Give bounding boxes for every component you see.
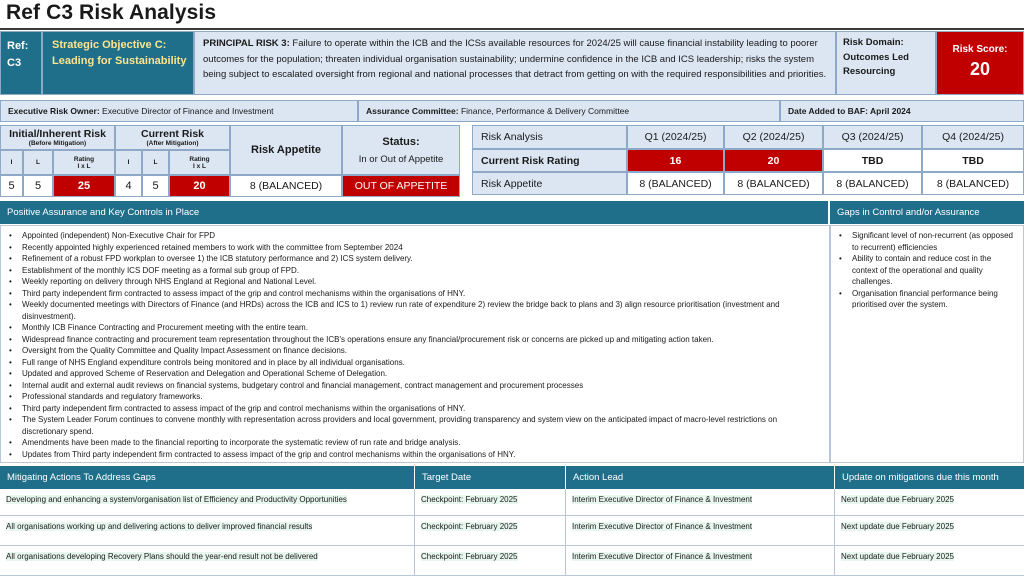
status-value: OUT OF APPETITE [342,175,460,197]
actions-header: Mitigating Actions To Address Gaps [0,466,414,489]
quarter-current-rating: TBD [823,149,922,172]
strategic-objective: Strategic Objective C: Leading for Sustainability [42,31,194,95]
assurance-committee [358,100,780,122]
bullet-item: • Weekly documented meetings with Directors of Finance (and HRDs) across the ICB and ICS to 1) review run rate of expenditure 2) review the bridge back to plans and 3) align resource prioritisation (investment and disinvestment). [9,299,823,322]
inherent-l-header: L [23,150,53,175]
assurance-committee-label: Assurance Committee: [366,106,459,116]
action-target-date-text: Checkpoint: February 2025 [421,495,518,504]
action-lead-header: Action Lead [566,466,834,489]
risk-appetite-value: 8 (BALANCED) [230,175,342,197]
risk-score [936,31,1024,95]
current-rating-value: 20 [169,175,230,197]
inherent-ixl-label: I x L [77,162,91,170]
risk-score-label: Risk Score: [952,44,1008,55]
column-divider [414,489,415,576]
status-label: Status: [382,135,420,148]
gaps-list [839,230,1017,311]
action-update [835,546,1024,576]
action-lead-text: Interim Executive Director of Finance & Investment [572,495,753,504]
page-title: Ref C3 Risk Analysis [6,1,217,24]
analysis-header: Risk Analysis [472,125,627,149]
risk-owner [0,100,358,122]
inherent-rating-header [53,150,115,175]
risk-owner-label: Executive Risk Owner: [8,106,100,116]
bullet-item: • Appointed (independent) Non-Executive Chair for FPD [9,230,823,242]
action-text-text: Developing and enhancing a system/organisation list of Efficiency and Productivity Opportunities [6,495,347,504]
quarter-current-rating: 16 [627,149,724,172]
bullet-item: • Monthly ICB Finance Contracting and Procurement meeting with the entire team. [9,322,823,334]
ref-label: Ref: [7,40,29,52]
status-header [342,125,460,175]
assurance-header: Positive Assurance and Key Controls in Place [0,201,828,224]
bullet-item: • Significant level of non-recurrent (as opposed to recurrent) efficiencies [839,230,1017,253]
quarter-appetite: 8 (BALANCED) [724,172,823,195]
title-divider [0,28,1024,30]
action-target-date-text: Checkpoint: February 2025 [421,522,518,531]
action-update [835,489,1024,516]
action-update-text: Next update due February 2025 [841,495,954,504]
action-lead [566,489,834,516]
inherent-risk-sub: (Before Mitigation) [28,140,87,147]
current-risk-sub: (After Mitigation) [146,140,199,147]
ref-cell [0,31,42,95]
bullet-item: • Professional standards and regulatory frameworks. [9,391,823,403]
current-i-value: 4 [115,175,142,197]
quarter-appetite: 8 (BALANCED) [922,172,1024,195]
current-l-header: L [142,150,169,175]
quarter-appetite: 8 (BALANCED) [823,172,922,195]
principal-risk [194,31,836,95]
risk-domain-value: Outcomes Led Resourcing [843,51,909,77]
quarter-current-rating: 20 [724,149,823,172]
action-target-date [415,546,565,576]
bullet-item: • Widespread finance contracting and procurement team representation throughout the ICB's operations ensure any financial/procurement risk or concerns are picked up and mitigating action taken. [9,334,823,346]
inherent-risk-title: Initial/Inherent Risk [9,128,106,140]
appetite-row-label: Risk Appetite [472,172,627,195]
ref-value: C3 [7,57,22,69]
bullet-item: • Full range of NHS England expenditure controls being monitored and in place by all individual organisations. [9,357,823,369]
inherent-l-value: 5 [23,175,53,197]
quarter-current-rating: TBD [922,149,1024,172]
assurance-panel [0,225,830,463]
action-text-text: All organisations working up and delivering actions to deliver improved financial results [6,522,313,531]
inherent-i-value: 5 [0,175,23,197]
action-target-date [415,489,565,516]
bullet-item: • Third party independent firm contracted to assess impact of the grip and control mechanisms within the organisations of HNY. [9,288,823,300]
action-lead-text: Interim Executive Director of Finance & Investment [572,522,753,531]
principal-risk-label: PRINCIPAL RISK 3: [203,38,290,49]
risk-owner-value: Executive Director of Finance and Investment [102,106,274,116]
bullet-item: • Weekly reporting on delivery through NHS England at Regional and National Level. [9,276,823,288]
bullet-item: • Internal audit and external audit reviews on financial systems, budgetary control and financial management, contract management and procurement processes [9,380,823,392]
action-update [835,516,1024,546]
bullet-item: • Third party independent firm contracted to assess impact of the grip and control mechanisms within the organisations of HNY. [9,403,823,415]
inherent-rating-value: 25 [53,175,115,197]
risk-domain [836,31,936,95]
assurance-list [9,230,823,460]
action-text [0,489,414,516]
quarter-header: Q4 (2024/25) [922,125,1024,149]
bullet-item: • Updated and approved Scheme of Reservation and Delegation and Operational Scheme of Delegation. [9,368,823,380]
action-target-date-text: Checkpoint: February 2025 [421,552,518,561]
risk-appetite-header: Risk Appetite [230,125,342,175]
current-risk-header [115,125,230,150]
inherent-risk-header [0,125,115,150]
gaps-header: Gaps in Control and/or Assurance [830,201,1024,224]
current-rating-header [169,150,230,175]
assurance-committee-value: Finance, Performance & Delivery Committee [460,106,630,116]
action-text-text: All organisations developing Recovery Plans should the year-end result not be delivered [6,552,318,561]
current-ixl-label: I x L [192,162,206,170]
column-divider [834,489,835,576]
principal-risk-text: Failure to operate within the ICB and the ICSs available resources for 2024/25 will cause financial instability leading to poorer outcomes for the population; threaten individual organisation sustainability; undermine confidence in the ICB and ICS leadership; risks the system being subject to escalated oversight from regional and national processes that detract from getting on with the required responsibilities and priorities. [203,38,827,80]
bullet-item: • Recently appointed highly experienced retained members to work with the committee from September 2024 [9,242,823,254]
action-update-text: Next update due February 2025 [841,552,954,561]
action-text [0,516,414,546]
status-sub: In or Out of Appetite [358,153,444,165]
risk-score-value: 20 [969,59,991,79]
quarter-header: Q1 (2024/25) [627,125,724,149]
action-lead-text: Interim Executive Director of Finance & Investment [572,552,753,561]
bullet-item: • The System Leader Forum continues to convene monthly with representation across providers and local government, providing transparency and system view on the anticipated impact of macro-level restrictions on discretionary spend. [9,414,823,437]
bullet-item: • Updates from Third party independent firm contracted to assess impact of the grip and control mechanisms within the organisations of HNY. [9,449,823,461]
bullet-item: • Refinement of a robust FPD workplan to oversee 1) the ICB statutory performance and 2) ICS system delivery. [9,253,823,265]
action-lead [566,546,834,576]
bullet-item: • Ability to contain and reduce cost in the context of the operational and quality challenges. [839,253,1017,288]
bullet-item: • Organisation financial performance being prioritised over the system. [839,288,1017,311]
date-added [780,100,1024,122]
current-i-header: I [115,150,142,175]
bullet-item: • Establishment of the monthly ICS DOF meeting as a formal sub group of FPD. [9,265,823,277]
quarter-header: Q3 (2024/25) [823,125,922,149]
action-lead [566,516,834,546]
action-target-date [415,516,565,546]
update-header: Update on mitigations due this month [835,466,1024,489]
current-l-value: 5 [142,175,169,197]
gaps-panel [830,225,1024,463]
target-date-header: Target Date [415,466,565,489]
risk-domain-label: Risk Domain: [843,37,904,48]
action-update-text: Next update due February 2025 [841,522,954,531]
current-rating-row-label: Current Risk Rating [472,149,627,172]
current-rating-label: Rating [189,155,210,163]
bullet-item: • Oversight from the Quality Committee and Quality Impact Assessment on finance decisions. [9,345,823,357]
action-text [0,546,414,576]
current-risk-title: Current Risk [140,128,204,140]
date-added-label: Date Added to BAF: April 2024 [788,106,911,116]
column-divider [565,489,566,576]
quarter-appetite: 8 (BALANCED) [627,172,724,195]
inherent-i-header: I [0,150,23,175]
bullet-item: • Amendments have been made to the financial reporting to incorporate the systematic review of run rate and bridge analysis. [9,437,823,449]
inherent-rating-label: Rating [73,155,95,163]
quarter-header: Q2 (2024/25) [724,125,823,149]
